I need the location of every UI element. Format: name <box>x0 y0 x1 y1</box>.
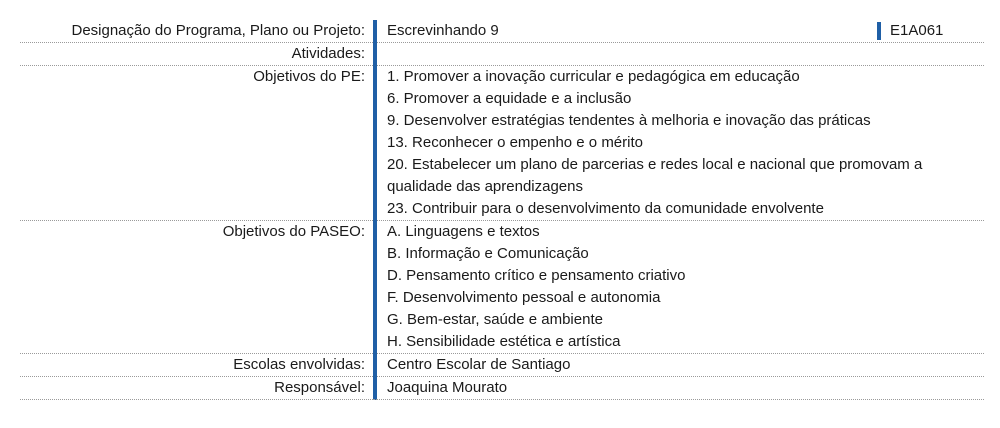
paseo-objective-item: A. Linguagens e textos <box>387 223 540 240</box>
pe-objective-item: 13. Reconhecer o empenho e o mérito <box>387 134 643 151</box>
program-value-cell <box>377 20 984 43</box>
responsible-row <box>20 377 984 400</box>
paseo-objectives-list <box>377 221 984 354</box>
paseo-objectives-row <box>20 221 984 354</box>
schools-label: Escolas envolvidas: <box>20 354 373 377</box>
paseo-objective-item: D. Pensamento crítico e pensamento criativo <box>387 267 686 284</box>
code-accent-bar <box>877 22 881 40</box>
paseo-objectives-label: Objetivos do PASEO: <box>20 221 373 354</box>
responsible-label: Responsável: <box>20 377 373 400</box>
paseo-objective-item: G. Bem-estar, saúde e ambiente <box>387 311 603 328</box>
schools-value: Centro Escolar de Santiago <box>377 354 984 377</box>
pe-objective-item: 23. Contribuir para o desenvolvimento da comunidade envolvente <box>387 200 824 217</box>
pe-objective-item: 6. Promover a equidade e a inclusão <box>387 90 632 107</box>
paseo-objective-item: H. Sensibilidade estética e artística <box>387 333 621 350</box>
pe-objective-item: 9. Desenvolver estratégias tendentes à melhoria e inovação das práticas <box>387 112 871 129</box>
pe-objective-item: 1. Promover a inovação curricular e pedagógica em educação <box>387 68 800 85</box>
program-code: E1A061 <box>890 22 944 39</box>
program-row <box>20 20 984 43</box>
program-line <box>387 20 984 42</box>
pe-objectives-row <box>20 66 984 221</box>
paseo-objective-item: F. Desenvolvimento pessoal e autonomia <box>387 289 661 306</box>
pe-objective-item: 20. Estabelecer um plano de parcerias e redes local e nacional que promovam a <box>387 156 923 173</box>
activities-row <box>20 43 984 66</box>
program-code-block <box>877 20 984 42</box>
pe-objective-item-continuation: qualidade das aprendizagens <box>387 178 583 195</box>
schools-row <box>20 354 984 377</box>
program-name: Escrevinhando 9 <box>387 22 499 39</box>
program-label: Designação do Programa, Plano ou Projeto: <box>20 20 373 43</box>
project-info-table <box>20 20 984 400</box>
activities-label: Atividades: <box>20 43 373 66</box>
pe-objectives-list <box>377 66 984 221</box>
responsible-value: Joaquina Mourato <box>377 377 984 400</box>
pe-objectives-label: Objetivos do PE: <box>20 66 373 221</box>
paseo-objective-item: B. Informação e Comunicação <box>387 245 589 262</box>
activities-value <box>377 43 984 66</box>
